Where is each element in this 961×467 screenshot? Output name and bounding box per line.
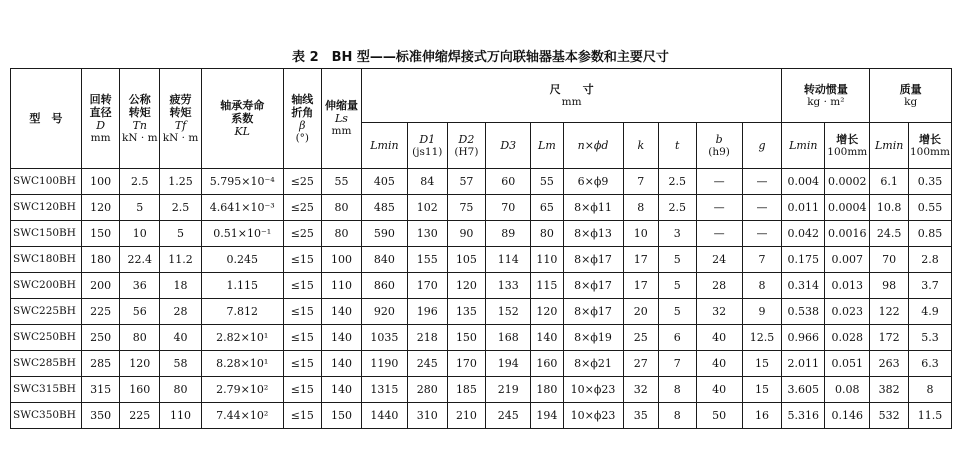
table-cell: 17 xyxy=(623,273,658,299)
table-cell: 80 xyxy=(160,377,202,403)
subheader-d1-symbol: D1 xyxy=(419,132,436,146)
model-cell: SWC100BH xyxy=(11,169,82,195)
header-shaft-angle-unit: (°) xyxy=(295,131,310,144)
table-cell: 115 xyxy=(531,273,563,299)
table-cell: — xyxy=(742,169,782,195)
table-cell: 5.316 xyxy=(782,403,825,429)
model-cell: SWC120BH xyxy=(11,195,82,221)
table-cell: 8 xyxy=(623,195,658,221)
header-fatigue-torque-line1: 疲劳 xyxy=(169,92,192,106)
table-cell: 20 xyxy=(623,299,658,325)
table-cell: 0.051 xyxy=(825,351,870,377)
table-cell: 8×ϕ17 xyxy=(563,247,623,273)
table-cell: 10 xyxy=(120,221,160,247)
table-cell: 194 xyxy=(531,403,563,429)
table-cell: — xyxy=(696,169,742,195)
subheader-inertia-increase-unit: 100mm xyxy=(827,145,868,158)
table-cell: 70 xyxy=(486,195,531,221)
table-cell: 0.0002 xyxy=(825,169,870,195)
table-cell: 0.004 xyxy=(782,169,825,195)
table-cell: 27 xyxy=(623,351,658,377)
table-cell: 180 xyxy=(81,247,120,273)
model-cell: SWC350BH xyxy=(11,403,82,429)
table-cell: 6 xyxy=(658,325,696,351)
table-cell: ≤15 xyxy=(283,299,322,325)
header-row-1 xyxy=(11,69,952,123)
header-shaft-angle-line2: 折角 xyxy=(291,105,314,119)
table-cell: 263 xyxy=(870,351,909,377)
table-cell: 98 xyxy=(870,273,909,299)
table-cell: 32 xyxy=(623,377,658,403)
table-cell: — xyxy=(696,221,742,247)
subheader-inertia-increase-label: 增长 xyxy=(836,132,859,146)
table-cell: 6×ϕ9 xyxy=(563,169,623,195)
header-bearing-life-symbol: KL xyxy=(234,125,250,138)
header-nominal-diameter-line2: 直径 xyxy=(89,105,112,119)
table-cell: 532 xyxy=(870,403,909,429)
header-mass-title: 质量 xyxy=(899,82,922,96)
model-cell: SWC180BH xyxy=(11,247,82,273)
table-cell: 40 xyxy=(696,377,742,403)
table-cell: 36 xyxy=(120,273,160,299)
header-inertia xyxy=(782,69,870,123)
table-cell: 7 xyxy=(623,169,658,195)
table-cell: 152 xyxy=(486,299,531,325)
header-nominal-torque-line2: 转矩 xyxy=(128,105,151,119)
table-cell: 110 xyxy=(160,403,202,429)
table-cell: 40 xyxy=(696,325,742,351)
table-row xyxy=(11,273,952,299)
table-cell: 0.023 xyxy=(825,299,870,325)
table-cell: 84 xyxy=(407,169,447,195)
table-cell: 28 xyxy=(160,299,202,325)
table-cell: — xyxy=(742,195,782,221)
table-cell: 22.4 xyxy=(120,247,160,273)
table-cell: 170 xyxy=(407,273,447,299)
table-cell: 140 xyxy=(322,377,362,403)
table-cell: 185 xyxy=(447,377,486,403)
table-cell: 100 xyxy=(81,169,120,195)
table-cell: 8×ϕ19 xyxy=(563,325,623,351)
table-cell: 172 xyxy=(870,325,909,351)
table-cell: 80 xyxy=(322,221,362,247)
table-cell: 1035 xyxy=(361,325,407,351)
table-cell: 9 xyxy=(742,299,782,325)
table-cell: 100 xyxy=(322,247,362,273)
table-cell: 168 xyxy=(486,325,531,351)
table-cell: 280 xyxy=(407,377,447,403)
header-stretch-symbol: Ls xyxy=(334,112,348,125)
table-cell: 0.011 xyxy=(782,195,825,221)
table-cell: 8×ϕ21 xyxy=(563,351,623,377)
table-cell: ≤15 xyxy=(283,325,322,351)
table-cell: 160 xyxy=(531,351,563,377)
table-cell: 250 xyxy=(81,325,120,351)
header-fatigue-torque-symbol: Tf xyxy=(174,118,187,132)
table-cell: 155 xyxy=(407,247,447,273)
table-row xyxy=(11,221,952,247)
table-cell: 150 xyxy=(81,221,120,247)
table-cell: 350 xyxy=(81,403,120,429)
table-cell: 1.25 xyxy=(160,169,202,195)
table-cell: 0.175 xyxy=(782,247,825,273)
table-cell: 10 xyxy=(623,221,658,247)
table-row xyxy=(11,195,952,221)
header-nominal-torque xyxy=(120,69,160,169)
header-inertia-unit: kg · m² xyxy=(807,95,845,108)
table-cell: ≤15 xyxy=(283,403,322,429)
table-cell: ≤15 xyxy=(283,247,322,273)
table-cell: 180 xyxy=(531,377,563,403)
table-cell: 0.51×10⁻¹ xyxy=(201,221,283,247)
table-cell: 210 xyxy=(447,403,486,429)
table-cell: 0.007 xyxy=(825,247,870,273)
table-cell: 120 xyxy=(81,195,120,221)
table-cell: 382 xyxy=(870,377,909,403)
model-cell: SWC225BH xyxy=(11,299,82,325)
header-stretch-unit: mm xyxy=(331,125,352,137)
table-cell: 245 xyxy=(486,403,531,429)
table-cell: 5.795×10⁻⁴ xyxy=(201,169,283,195)
header-stretch xyxy=(322,69,362,169)
table-cell: 120 xyxy=(120,351,160,377)
table-cell: 310 xyxy=(407,403,447,429)
subheader-lmin: Lmin xyxy=(361,123,407,169)
table-cell: 920 xyxy=(361,299,407,325)
table-cell: 133 xyxy=(486,273,531,299)
table-cell: 590 xyxy=(361,221,407,247)
table-cell: 0.0016 xyxy=(825,221,870,247)
table-cell: 8×ϕ17 xyxy=(563,273,623,299)
table-cell: 7.44×10² xyxy=(201,403,283,429)
table-caption: 表 2 BH 型——标准伸缩焊接式万向联轴器基本参数和主要尺寸 xyxy=(292,50,669,65)
table-cell: 6.1 xyxy=(870,169,909,195)
table-cell: 219 xyxy=(486,377,531,403)
table-cell: 170 xyxy=(447,351,486,377)
subheader-lm: Lm xyxy=(531,123,563,169)
table-cell: 102 xyxy=(407,195,447,221)
table-cell: 0.013 xyxy=(825,273,870,299)
subheader-d1-tolerance: (js11) xyxy=(412,145,443,158)
header-nominal-diameter-symbol: D xyxy=(96,118,106,132)
model-cell: SWC285BH xyxy=(11,351,82,377)
table-cell: 25 xyxy=(623,325,658,351)
subheader-nxd: n×ϕd xyxy=(563,123,623,169)
table-cell: 5 xyxy=(658,247,696,273)
table-cell: 75 xyxy=(447,195,486,221)
table-cell: 2.5 xyxy=(160,195,202,221)
header-shaft-angle-symbol: β xyxy=(299,118,306,132)
table-row xyxy=(11,247,952,273)
table-cell: 8.28×10¹ xyxy=(201,351,283,377)
header-mass-unit: kg xyxy=(904,95,918,108)
table-cell: 40 xyxy=(696,351,742,377)
header-model: 型 号 xyxy=(11,69,82,169)
table-cell: 10×ϕ23 xyxy=(563,377,623,403)
table-cell: 58 xyxy=(160,351,202,377)
table-cell: 0.55 xyxy=(908,195,951,221)
table-row xyxy=(11,299,952,325)
table-cell: 2.5 xyxy=(120,169,160,195)
table-cell: 200 xyxy=(81,273,120,299)
table-cell: 285 xyxy=(81,351,120,377)
header-fatigue-torque-line2: 转矩 xyxy=(169,105,192,119)
model-cell: SWC250BH xyxy=(11,325,82,351)
table-cell: 140 xyxy=(531,325,563,351)
table-cell: 2.5 xyxy=(658,195,696,221)
table-cell: 130 xyxy=(407,221,447,247)
subheader-inertia-lmin: Lmin xyxy=(782,123,825,169)
parameters-table xyxy=(10,68,952,429)
table-cell: 2.79×10² xyxy=(201,377,283,403)
table-cell: 8×ϕ13 xyxy=(563,221,623,247)
header-inertia-title: 转动惯量 xyxy=(803,82,848,96)
table-cell: 114 xyxy=(486,247,531,273)
table-cell: 245 xyxy=(407,351,447,377)
model-cell: SWC150BH xyxy=(11,221,82,247)
table-cell: 8×ϕ11 xyxy=(563,195,623,221)
table-cell: 2.8 xyxy=(908,247,951,273)
table-cell: 56 xyxy=(120,299,160,325)
model-cell: SWC200BH xyxy=(11,273,82,299)
table-cell: 32 xyxy=(696,299,742,325)
header-dimensions-unit: mm xyxy=(561,95,582,108)
table-cell: 2.5 xyxy=(658,169,696,195)
subheader-g: g xyxy=(742,123,782,169)
table-cell: 194 xyxy=(486,351,531,377)
table-cell: 17 xyxy=(623,247,658,273)
table-cell: 110 xyxy=(322,273,362,299)
table-cell: 3.7 xyxy=(908,273,951,299)
table-cell: 90 xyxy=(447,221,486,247)
header-fatigue-torque xyxy=(160,69,202,169)
table-cell: 80 xyxy=(531,221,563,247)
table-cell: 1440 xyxy=(361,403,407,429)
table-cell: 16 xyxy=(742,403,782,429)
subheader-k: k xyxy=(623,123,658,169)
subheader-mass-increase-unit: 100mm xyxy=(909,145,950,158)
table-cell: 140 xyxy=(322,325,362,351)
table-cell: 3 xyxy=(658,221,696,247)
table-cell: ≤25 xyxy=(283,221,322,247)
table-cell: 70 xyxy=(870,247,909,273)
header-nominal-torque-unit: kN · m xyxy=(122,131,158,144)
table-cell: 3.605 xyxy=(782,377,825,403)
table-cell: 225 xyxy=(81,299,120,325)
table-cell: 135 xyxy=(447,299,486,325)
table-cell: 35 xyxy=(623,403,658,429)
header-dimensions xyxy=(361,69,782,123)
table-cell: 2.011 xyxy=(782,351,825,377)
table-cell: 160 xyxy=(120,377,160,403)
table-row xyxy=(11,377,952,403)
table-cell: 80 xyxy=(120,325,160,351)
header-stretch-line1: 伸缩量 xyxy=(324,99,358,112)
table-cell: 8 xyxy=(658,403,696,429)
table-cell: 105 xyxy=(447,247,486,273)
subheader-b-tolerance: (h9) xyxy=(708,145,730,158)
header-bearing-life-line2: 系数 xyxy=(231,112,254,125)
table-cell: 0.245 xyxy=(201,247,283,273)
table-cell: 24 xyxy=(696,247,742,273)
table-cell: 40 xyxy=(160,325,202,351)
table-cell: 860 xyxy=(361,273,407,299)
table-cell: ≤25 xyxy=(283,195,322,221)
table-cell: 7 xyxy=(742,247,782,273)
header-nominal-diameter-unit: mm xyxy=(90,131,111,144)
table-row xyxy=(11,325,952,351)
table-cell: 122 xyxy=(870,299,909,325)
table-cell: 5 xyxy=(658,273,696,299)
table-cell: 89 xyxy=(486,221,531,247)
table-cell: ≤15 xyxy=(283,377,322,403)
table-cell: 150 xyxy=(447,325,486,351)
header-mass xyxy=(870,69,952,123)
table-cell: 0.08 xyxy=(825,377,870,403)
table-cell: 6.3 xyxy=(908,351,951,377)
table-cell: 196 xyxy=(407,299,447,325)
subheader-d2 xyxy=(447,123,486,169)
table-cell: — xyxy=(696,195,742,221)
subheader-b-symbol: b xyxy=(715,132,723,146)
subheader-mass-increase xyxy=(908,123,951,169)
table-cell: 2.82×10¹ xyxy=(201,325,283,351)
table-cell: 5 xyxy=(120,195,160,221)
table-cell: 55 xyxy=(322,169,362,195)
table-cell: 11.2 xyxy=(160,247,202,273)
table-cell: — xyxy=(742,221,782,247)
table-cell: 15 xyxy=(742,377,782,403)
table-cell: 4.9 xyxy=(908,299,951,325)
table-cell: 225 xyxy=(120,403,160,429)
table-cell: 485 xyxy=(361,195,407,221)
table-cell: 7 xyxy=(658,351,696,377)
table-cell: 57 xyxy=(447,169,486,195)
header-bearing-life-line1: 轴承寿命 xyxy=(220,99,265,112)
header-dimensions-title: 尺 寸 xyxy=(549,82,594,96)
table-cell: 15 xyxy=(742,351,782,377)
table-cell: 315 xyxy=(81,377,120,403)
table-cell: 28 xyxy=(696,273,742,299)
table-cell: 55 xyxy=(531,169,563,195)
header-nominal-torque-symbol: Tn xyxy=(132,118,147,132)
table-cell: 1.115 xyxy=(201,273,283,299)
table-row xyxy=(11,169,952,195)
table-cell: 8×ϕ17 xyxy=(563,299,623,325)
table-row xyxy=(11,403,952,429)
table-cell: 8 xyxy=(908,377,951,403)
table-cell: 18 xyxy=(160,273,202,299)
table-cell: 5 xyxy=(658,299,696,325)
table-cell: 0.966 xyxy=(782,325,825,351)
subheader-d2-tolerance: (H7) xyxy=(454,145,479,158)
table-cell: ≤15 xyxy=(283,351,322,377)
subheader-mass-lmin: Lmin xyxy=(870,123,909,169)
table-cell: 405 xyxy=(361,169,407,195)
table-row xyxy=(11,351,952,377)
table-cell: 4.641×10⁻³ xyxy=(201,195,283,221)
table-cell: ≤25 xyxy=(283,169,322,195)
subheader-d1 xyxy=(407,123,447,169)
table-cell: 0.042 xyxy=(782,221,825,247)
header-nominal-diameter-line1: 回转 xyxy=(89,92,112,106)
subheader-mass-increase-label: 增长 xyxy=(918,132,941,146)
table-body xyxy=(11,169,952,429)
table-cell: 12.5 xyxy=(742,325,782,351)
table-cell: 1190 xyxy=(361,351,407,377)
header-nominal-torque-line1: 公称 xyxy=(128,92,151,106)
table-cell: 10.8 xyxy=(870,195,909,221)
subheader-d3: D3 xyxy=(486,123,531,169)
table-cell: 218 xyxy=(407,325,447,351)
header-shaft-angle-line1: 轴线 xyxy=(291,92,314,106)
header-nominal-diameter xyxy=(81,69,120,169)
table-cell: 0.146 xyxy=(825,403,870,429)
table-cell: 120 xyxy=(531,299,563,325)
header-shaft-angle xyxy=(283,69,322,169)
table-cell: 11.5 xyxy=(908,403,951,429)
table-cell: 120 xyxy=(447,273,486,299)
subheader-t: t xyxy=(658,123,696,169)
subheader-b xyxy=(696,123,742,169)
table-cell: 65 xyxy=(531,195,563,221)
table-cell: 8 xyxy=(742,273,782,299)
header-fatigue-torque-unit: kN · m xyxy=(162,131,199,144)
table-cell: 0.028 xyxy=(825,325,870,351)
table-cell: 8 xyxy=(658,377,696,403)
table-cell: 5 xyxy=(160,221,202,247)
table-cell: 5.3 xyxy=(908,325,951,351)
table-cell: 0.35 xyxy=(908,169,951,195)
table-cell: 150 xyxy=(322,403,362,429)
table-cell: 7.812 xyxy=(201,299,283,325)
model-cell: SWC315BH xyxy=(11,377,82,403)
subheader-inertia-increase xyxy=(825,123,870,169)
table-cell: 0.85 xyxy=(908,221,951,247)
table-cell: 80 xyxy=(322,195,362,221)
header-bearing-life xyxy=(201,69,283,169)
table-cell: 50 xyxy=(696,403,742,429)
subheader-d2-symbol: D2 xyxy=(458,132,475,146)
table-cell: 110 xyxy=(531,247,563,273)
table-cell: 140 xyxy=(322,299,362,325)
table-cell: 840 xyxy=(361,247,407,273)
table-cell: 10×ϕ23 xyxy=(563,403,623,429)
table-cell: 24.5 xyxy=(870,221,909,247)
table-cell: 1315 xyxy=(361,377,407,403)
table-cell: 0.0004 xyxy=(825,195,870,221)
table-cell: 0.538 xyxy=(782,299,825,325)
table-cell: 60 xyxy=(486,169,531,195)
table-cell: ≤15 xyxy=(283,273,322,299)
table-cell: 140 xyxy=(322,351,362,377)
table-cell: 0.314 xyxy=(782,273,825,299)
